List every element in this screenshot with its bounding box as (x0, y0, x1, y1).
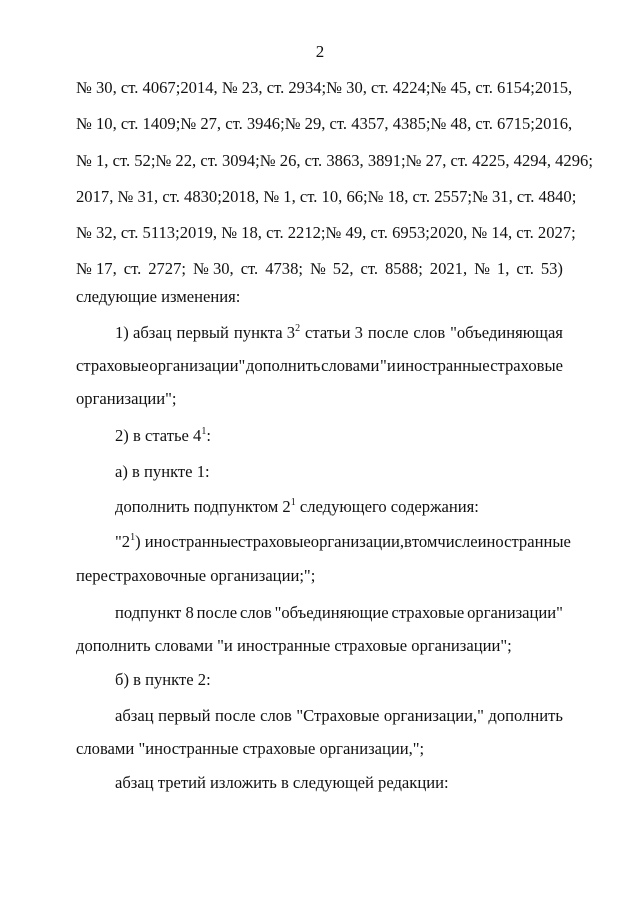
word: № 18, ст. 2557; (367, 187, 472, 206)
word: № (309, 259, 326, 278)
word: 4738; (265, 259, 303, 278)
word: абзац (115, 706, 154, 725)
word: "объединяющая (450, 323, 563, 342)
text-line (76, 259, 563, 279)
word: "и (380, 356, 396, 375)
word-with-superscript: пункта $3^2$ (233, 323, 301, 342)
word: № 30, (192, 259, 234, 278)
word: 2727; (148, 259, 187, 278)
word: 2015, (534, 78, 573, 97)
word: первый (176, 323, 229, 342)
word: страховые (76, 356, 149, 375)
text-line: организации"; (76, 389, 177, 408)
word: № 27, ст. 3946; (180, 114, 285, 133)
text-line (76, 223, 576, 243)
subitem-b: б) в пункте 2: (115, 670, 211, 689)
word: организации" (467, 603, 563, 622)
word: № 30, ст. 4224; (326, 78, 431, 97)
text-line: перестраховочные организации;"; (76, 566, 316, 585)
word: № 26, ст. 3863, 3891; (259, 151, 406, 170)
word: организации" (149, 356, 246, 375)
word: № 49, ст. 6953; (325, 223, 430, 242)
text-line: словами "иностранные страховые организации,"; (76, 739, 425, 758)
paragraph-item-1-line (115, 323, 563, 343)
word: ст. (360, 259, 379, 278)
word: слов (239, 603, 272, 622)
text-line (76, 78, 573, 98)
word: № 29, ст. 4357, 4385; (284, 114, 431, 133)
text-line (76, 187, 577, 207)
superscript: 1 (290, 497, 296, 508)
word: 53) (540, 259, 563, 278)
word-with-superscript: "$2^1$) иностранные (115, 532, 238, 551)
superscript: 2 (295, 323, 301, 334)
page-number: 2 (315, 42, 325, 61)
word: 2017, № 31, ст. 4830; (76, 187, 222, 206)
word: № 32, ст. 5113; (76, 223, 180, 242)
paragraph-supplement: дополнить подпунктом $2^1$ следующего содержания: (115, 497, 479, 516)
word: дополнить (245, 356, 321, 375)
word: первый (158, 706, 211, 725)
word: после (215, 706, 256, 725)
superscript: 1 (201, 426, 207, 437)
word: № 48, ст. 6715; (430, 114, 535, 133)
word: ст. (516, 259, 534, 278)
text-line (115, 603, 563, 623)
text-line: дополнить словами "и иностранные страховые организации"; (76, 636, 512, 655)
text-line (76, 151, 593, 171)
word: 2019, № 18, ст. 2212; (179, 223, 326, 242)
word: ст. (240, 259, 259, 278)
text-line (76, 114, 573, 134)
text-line (76, 356, 563, 376)
word: том (411, 532, 438, 551)
text-line (115, 706, 563, 726)
word: 52, (332, 259, 354, 278)
word: организации, (310, 532, 405, 551)
word: дополнить (488, 706, 563, 725)
word: 2018, № 1, ст. 10, 66; (221, 187, 368, 206)
word: организации," (383, 706, 484, 725)
word: 2014, № 23, ст. 2934; (180, 78, 327, 97)
word: № 27, ст. 4225, 4294, 4296; (405, 151, 593, 170)
word: 8588; (385, 259, 423, 278)
word: страховые (490, 356, 563, 375)
word: 2016, (534, 114, 573, 133)
word: 2020, № 14, ст. 2027; (429, 223, 576, 242)
word: № 17, (76, 259, 117, 278)
word: 1) абзац (115, 323, 172, 342)
word: страховые (237, 532, 311, 551)
word: "объединяющие (274, 603, 389, 622)
quoted-line (115, 532, 571, 552)
word: № (474, 259, 490, 278)
word: 1, (496, 259, 510, 278)
word: после (196, 603, 238, 622)
text-line: следующие изменения: (76, 287, 241, 306)
word: числе (437, 532, 478, 551)
word: № 22, ст. 3094; (155, 151, 260, 170)
word: № 31, ст. 4840; (472, 187, 577, 206)
word: страховые (391, 603, 465, 622)
word: № 1, ст. 52; (76, 151, 156, 170)
word: 2021, (429, 259, 468, 278)
word: в (404, 532, 412, 551)
word: иностранные (396, 356, 490, 375)
word: № 45, ст. 6154; (430, 78, 535, 97)
word: после (367, 323, 409, 342)
word: словами (321, 356, 380, 375)
word: иностранные (477, 532, 571, 551)
word: слов (413, 323, 446, 342)
paragraph-item-2: 2) в статье $4^1$: (115, 426, 211, 445)
word: статьи 3 (305, 323, 363, 342)
subitem-a: а) в пункте 1: (115, 462, 210, 481)
word: № 10, ст. 1409; (76, 114, 181, 133)
word: ст. (123, 259, 142, 278)
word: "Страховые (296, 706, 380, 725)
text-line: абзац третий изложить в следующей редакции: (115, 773, 449, 792)
word: подпункт 8 (115, 603, 194, 622)
word: № 30, ст. 4067; (76, 78, 181, 97)
superscript: 1 (130, 532, 136, 543)
word: слов (260, 706, 292, 725)
